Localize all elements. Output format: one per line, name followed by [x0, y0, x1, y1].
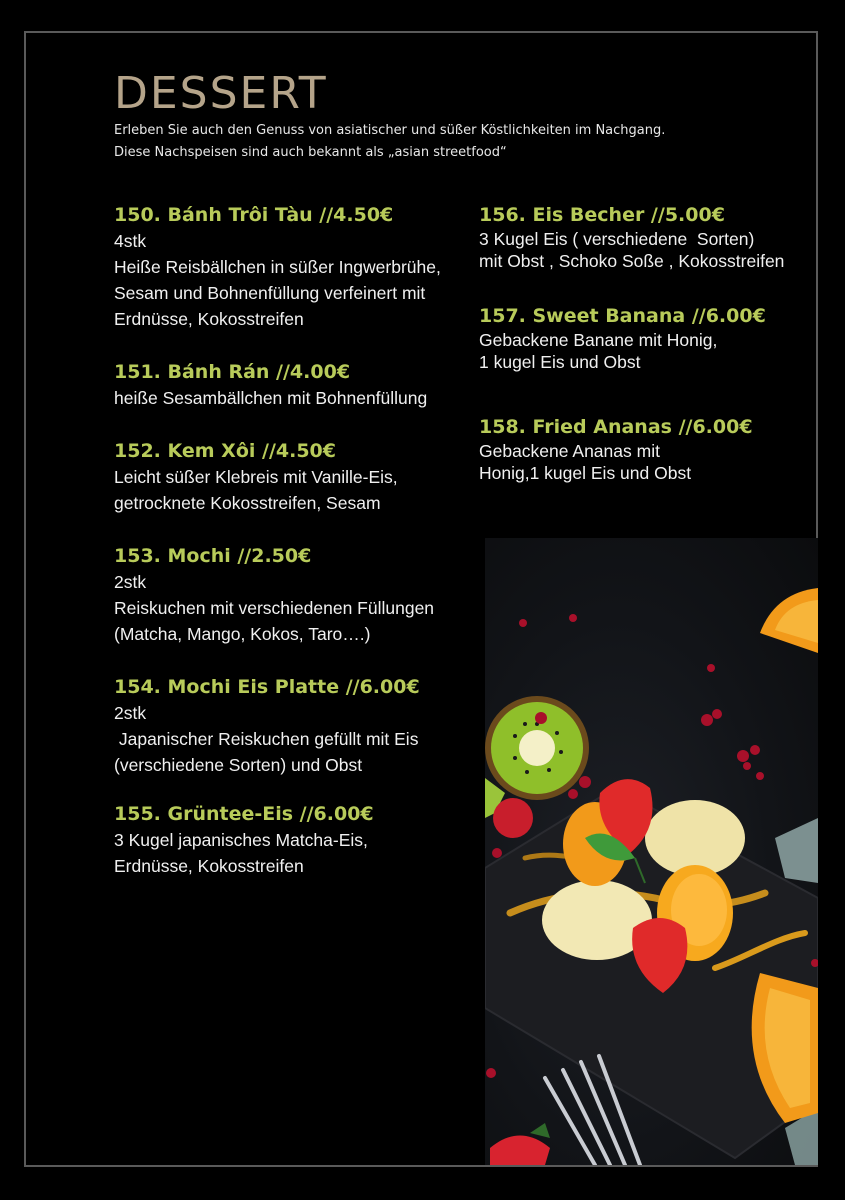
- page-title: DESSERT: [114, 68, 328, 119]
- subtitle-line: Diese Nachspeisen sind auch bekannt als „asian streetfood“: [114, 145, 507, 160]
- menu-item-description: 3 Kugel Eis ( verschiedene Sorten): [479, 229, 755, 249]
- menu-item-description: mit Obst , Schoko Soße , Kokosstreifen: [479, 251, 785, 271]
- menu-item-description: Gebackene Ananas mit: [479, 441, 660, 461]
- menu-item-title: 151. Bánh Rán //4.00€: [114, 361, 351, 383]
- menu-item-153: [114, 543, 474, 647]
- menu-item-155: [114, 801, 474, 879]
- menu-item-title: 157. Sweet Banana //6.00€: [479, 305, 766, 327]
- menu-item-152: [114, 438, 474, 516]
- menu-item-description: (verschiedene Sorten) und Obst: [114, 755, 363, 775]
- menu-item-description: Heiße Reisbällchen in süßer Ingwerbrühe,: [114, 257, 441, 277]
- menu-item-description: 2stk: [114, 703, 147, 723]
- menu-item-title: 153. Mochi //2.50€: [114, 545, 312, 567]
- menu-item-title: 156. Eis Becher //5.00€: [479, 204, 725, 226]
- menu-item-description: Reiskuchen mit verschiedenen Füllungen: [114, 598, 435, 618]
- napkin: [775, 818, 818, 883]
- menu-item-title: 152. Kem Xôi //4.50€: [114, 440, 336, 462]
- menu-item-description: 2stk: [114, 572, 147, 592]
- raspberry: [493, 798, 533, 838]
- menu-item-description: Erdnüsse, Kokosstreifen: [114, 309, 304, 329]
- menu-item-description: 4stk: [114, 231, 147, 251]
- strawberry: [490, 1136, 550, 1166]
- menu-item-description: getrocknete Kokosstreifen, Sesam: [114, 493, 381, 513]
- mochi: [645, 800, 745, 876]
- menu-item-157: [479, 303, 839, 373]
- menu-item-156: [479, 202, 839, 272]
- menu-item-154: [114, 674, 474, 778]
- menu-item-description: Sesam und Bohnenfüllung verfeinert mit: [114, 283, 426, 303]
- menu-item-description: Erdnüsse, Kokosstreifen: [114, 856, 304, 876]
- menu-item-title: 150. Bánh Trôi Tàu //4.50€: [114, 204, 394, 226]
- menu-item-151: [114, 359, 474, 411]
- menu-item-description: (Matcha, Mango, Kokos, Taro….): [114, 624, 371, 644]
- menu-item-description: 1 kugel Eis und Obst: [479, 352, 641, 372]
- kiwi-slice: [519, 730, 555, 766]
- menu-item-description: Honig,1 kugel Eis und Obst: [479, 463, 692, 483]
- menu-item-title: 154. Mochi Eis Platte //6.00€: [114, 676, 420, 698]
- page-subtitle: [114, 120, 665, 164]
- menu-item-description: 3 Kugel japanisches Matcha-Eis,: [114, 830, 368, 850]
- menu-item-title: 158. Fried Ananas //6.00€: [479, 416, 753, 438]
- dessert-photo: [485, 538, 818, 1165]
- menu-item-description: Japanischer Reiskuchen gefüllt mit Eis: [114, 729, 419, 749]
- menu-item-150: [114, 202, 474, 332]
- menu-item-description: Gebackene Banane mit Honig,: [479, 330, 718, 350]
- menu-item-title: 155. Grüntee-Eis //6.00€: [114, 803, 374, 825]
- menu-item-description: heiße Sesambällchen mit Bohnenfüllung: [114, 388, 428, 408]
- menu-item-158: [479, 414, 839, 484]
- subtitle-line: Erleben Sie auch den Genuss von asiatischer und süßer Köstlichkeiten im Nachgang.: [114, 123, 666, 138]
- menu-item-description: Leicht süßer Klebreis mit Vanille-Eis,: [114, 467, 398, 487]
